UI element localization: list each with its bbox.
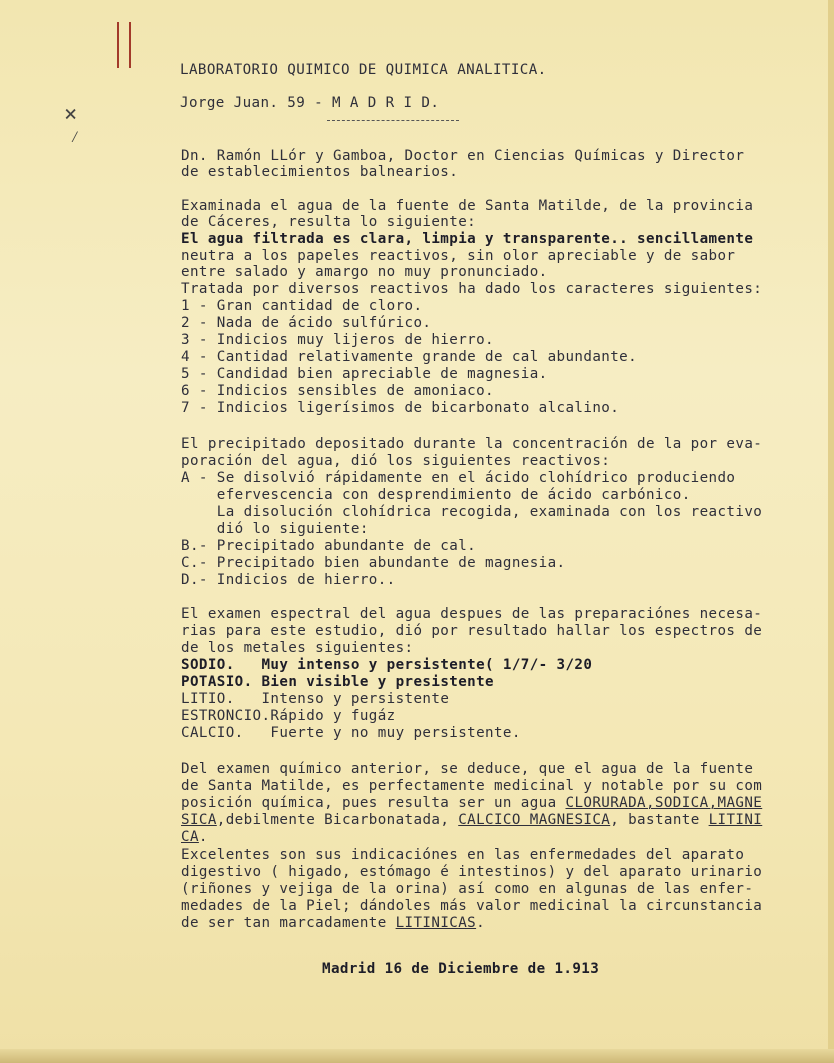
reagent-result-item: 5 - Candidad bien apreciable de magnesia. [181,366,548,382]
precipitate-line: poración del agua, dió los siguientes reactivos: [181,453,611,469]
analysis-line: neutra a los papeles reactivos, sin olor apreciable y de sabor [181,248,736,264]
reagent-result-item: 2 - Nada de ácido sulfúrico. [181,315,432,331]
spectral-intro-line: de los metales siguientes: [181,640,414,656]
metal-name: SODIO. [181,657,235,673]
hand-mark-icon: × [64,102,78,127]
spectral-result-row [181,691,449,707]
header-divider [327,120,459,121]
precipitate-line: C.- Precipitado bien abundante de magnesia. [181,555,566,571]
metal-name: POTASIO. [181,674,253,690]
metal-name: LITIO. [181,691,235,707]
dateline: Madrid 16 de Diciembre de 1.913 [322,961,600,977]
analysis-line: de Cáceres, resulta lo siguiente: [181,214,477,230]
spectral-observation: Rápido y fugáz [270,708,396,724]
spectral-result-row [181,657,592,673]
conclusion-text: posición química, pues resulta ser un agua [181,795,566,811]
underlined-classification: CLORURADA,SODICA,MAGNE [565,795,763,811]
underlined-classification: CA [181,829,199,845]
analysis-line: El agua filtrada es clara, limpia y transparente.. sencillamente [181,231,754,247]
spectral-intro-line: rias para este estudio, dió por resultado hallar los espectros de [181,623,763,639]
indications-line: digestivo ( higado, estómago é intestinos) y del aparato urinario [181,864,763,880]
spectral-result-row [181,708,396,724]
indications-line: medades de la Piel; dándoles más valor medicinal la circunstancia [181,898,763,914]
conclusion-line [181,812,762,828]
intro-line: de establecimientos balnearios. [181,164,459,180]
red-margin-line [117,22,119,68]
reagent-result-item: 6 - Indicios sensibles de amoniaco. [181,383,494,399]
indications-text: . [476,915,486,931]
reagent-result-item: 3 - Indicios muy lijeros de hierro. [181,332,494,348]
reagent-result-item: 4 - Cantidad relativamente grande de cal abundante. [181,349,638,365]
hand-tick-icon: ⁄ [70,127,80,146]
spectral-observation: Bien visible y presistente [252,674,494,690]
paper-edge-bottom [0,1049,834,1063]
analysis-line: Tratada por diversos reactivos ha dado los caracteres siguientes: [181,281,763,297]
intro-line: Dn. Ramón LLór y Gamboa, Doctor en Ciencias Químicas y Director [181,148,745,164]
reagent-result-item: 7 - Indicios ligerísimos de bicarbonato alcalino. [181,400,620,416]
reagent-result-item: 1 - Gran cantidad de cloro. [181,298,423,314]
indications-line [181,915,485,931]
precipitate-line: B.- Precipitado abundante de cal. [181,538,477,554]
analysis-line: Examinada el agua de la fuente de Santa Matilde, de la provincia [181,198,754,214]
lab-address: Jorge Juan. 59 - M A D R I D. [180,95,440,111]
metal-name: ESTRONCIO. [181,708,271,724]
conclusion-text: ,debilmente Bicarbonatada, [216,812,459,828]
indications-line: Excelentes son sus indicaciónes en las enfermedades del aparato [181,847,745,863]
precipitate-line: El precipitado depositado durante la concentración de la por eva- [181,436,763,452]
conclusion-line: Del examen químico anterior, se deduce, que el agua de la fuente [181,761,754,777]
underlined-classification: LITINI [708,812,763,828]
underlined-classification: SICA [181,812,217,828]
precipitate-line: La disolución clohídrica recogida, examinada con los reactivo [181,504,763,520]
red-margin-line [129,22,131,68]
conclusion-text: , bastante [610,812,709,828]
lab-name: LABORATORIO QUIMICO DE QUIMICA ANALITICA. [180,62,547,78]
spectral-result-row [181,674,494,690]
spectral-observation: Muy intenso y persistente( 1/7/- 3/20 [234,657,593,673]
precipitate-line: efervescencia con desprendimiento de ácido carbónico. [181,487,691,503]
spectral-intro-line: El examen espectral del agua despues de las preparaciónes necesa- [181,606,763,622]
metal-name: CALCIO. [181,725,244,741]
conclusion-line [181,829,208,845]
indications-text: de ser tan marcadamente [181,915,396,931]
conclusion-text: . [198,829,208,845]
underlined-classification: CALCICO MAGNESICA [458,812,611,828]
precipitate-line: A - Se disolvió rápidamente en el ácido clohídrico produciendo [181,470,736,486]
spectral-observation: Fuerte y no muy persistente. [243,725,521,741]
conclusion-line [181,795,762,811]
analysis-line: entre salado y amargo no muy pronunciado. [181,264,548,280]
precipitate-line: D.- Indicios de hierro.. [181,572,396,588]
spectral-observation: Intenso y persistente [234,691,450,707]
paper-edge-right [828,0,834,1063]
underlined-classification: LITINICAS [395,915,477,931]
indications-line: (riñones y vejiga de la orina) así como en algunas de las enfer- [181,881,754,897]
precipitate-line: dió lo siguiente: [181,521,369,537]
conclusion-line: de Santa Matilde, es perfectamente medicinal y notable por su com [181,778,763,794]
spectral-result-row [181,725,521,741]
